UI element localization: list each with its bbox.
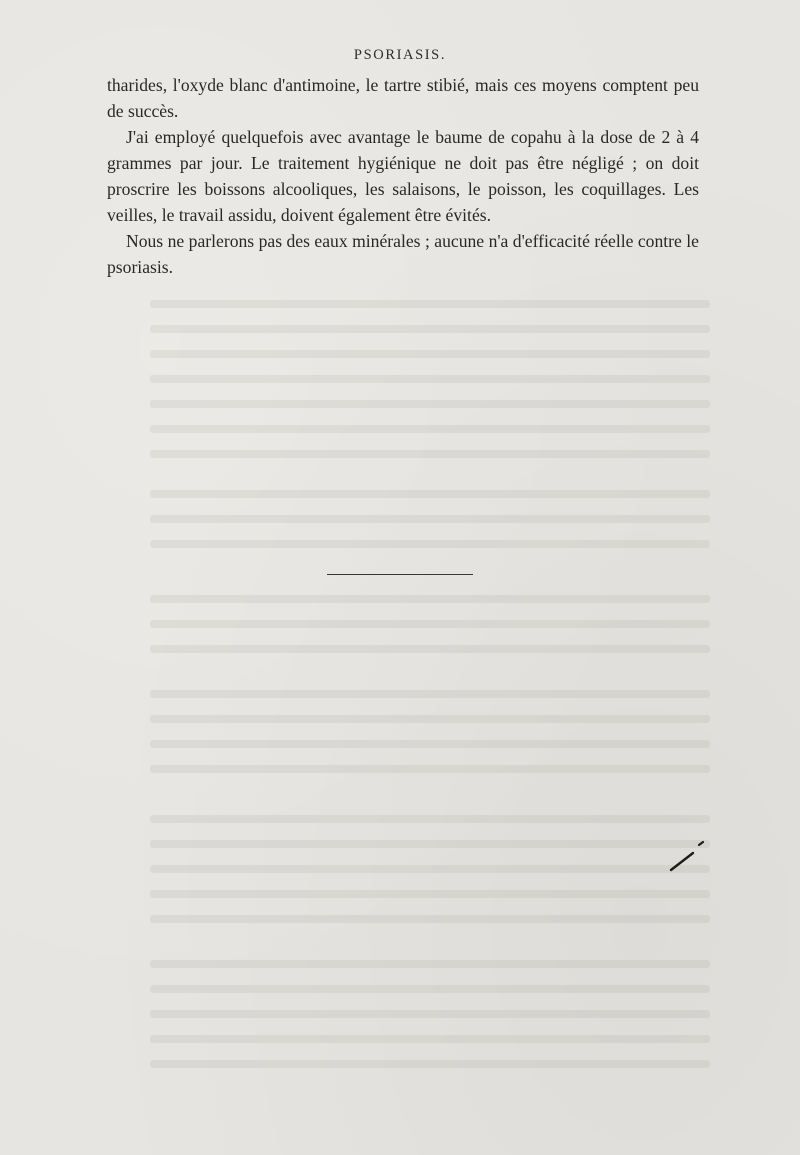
body-text [107,72,699,280]
show-through [150,1060,710,1068]
show-through [150,865,710,873]
show-through [150,645,710,653]
show-through [150,425,710,433]
paragraph: Nous ne parlerons pas des eaux minérales ; aucune n'a d'efficacité réelle contre le psoriasis. [107,231,699,277]
show-through [150,840,710,848]
show-through [150,765,710,773]
show-through [150,540,710,548]
show-through [150,595,710,603]
show-through [150,960,710,968]
show-through [150,350,710,358]
show-through [150,515,710,523]
show-through [150,620,710,628]
show-through [150,740,710,748]
section-divider [327,574,473,575]
show-through [150,375,710,383]
paragraph: J'ai employé quelquefois avec avantage le baume de copahu à la dose de 2 à 4 grammes par jour. Le traitement hygiénique ne doit pas être négligé ; on doit proscrire les boissons alcooliques, les salaisons, le poisson, les coquillages. Les veilles, le travail assidu, doivent également être évités. [107,127,699,225]
show-through [150,1010,710,1018]
show-through [150,300,710,308]
show-through [150,325,710,333]
running-head: PSORIASIS. [353,47,447,63]
show-through [150,1035,710,1043]
show-through [150,985,710,993]
show-through [150,490,710,498]
show-through [150,890,710,898]
pen-stroke-mark [666,834,706,874]
show-through [150,915,710,923]
show-through [150,450,710,458]
show-through [150,715,710,723]
show-through [150,690,710,698]
show-through [150,815,710,823]
show-through [150,400,710,408]
paragraph: tharides, l'oxyde blanc d'antimoine, le tartre stibié, mais ces moyens comptent peu de succès. [107,75,699,121]
